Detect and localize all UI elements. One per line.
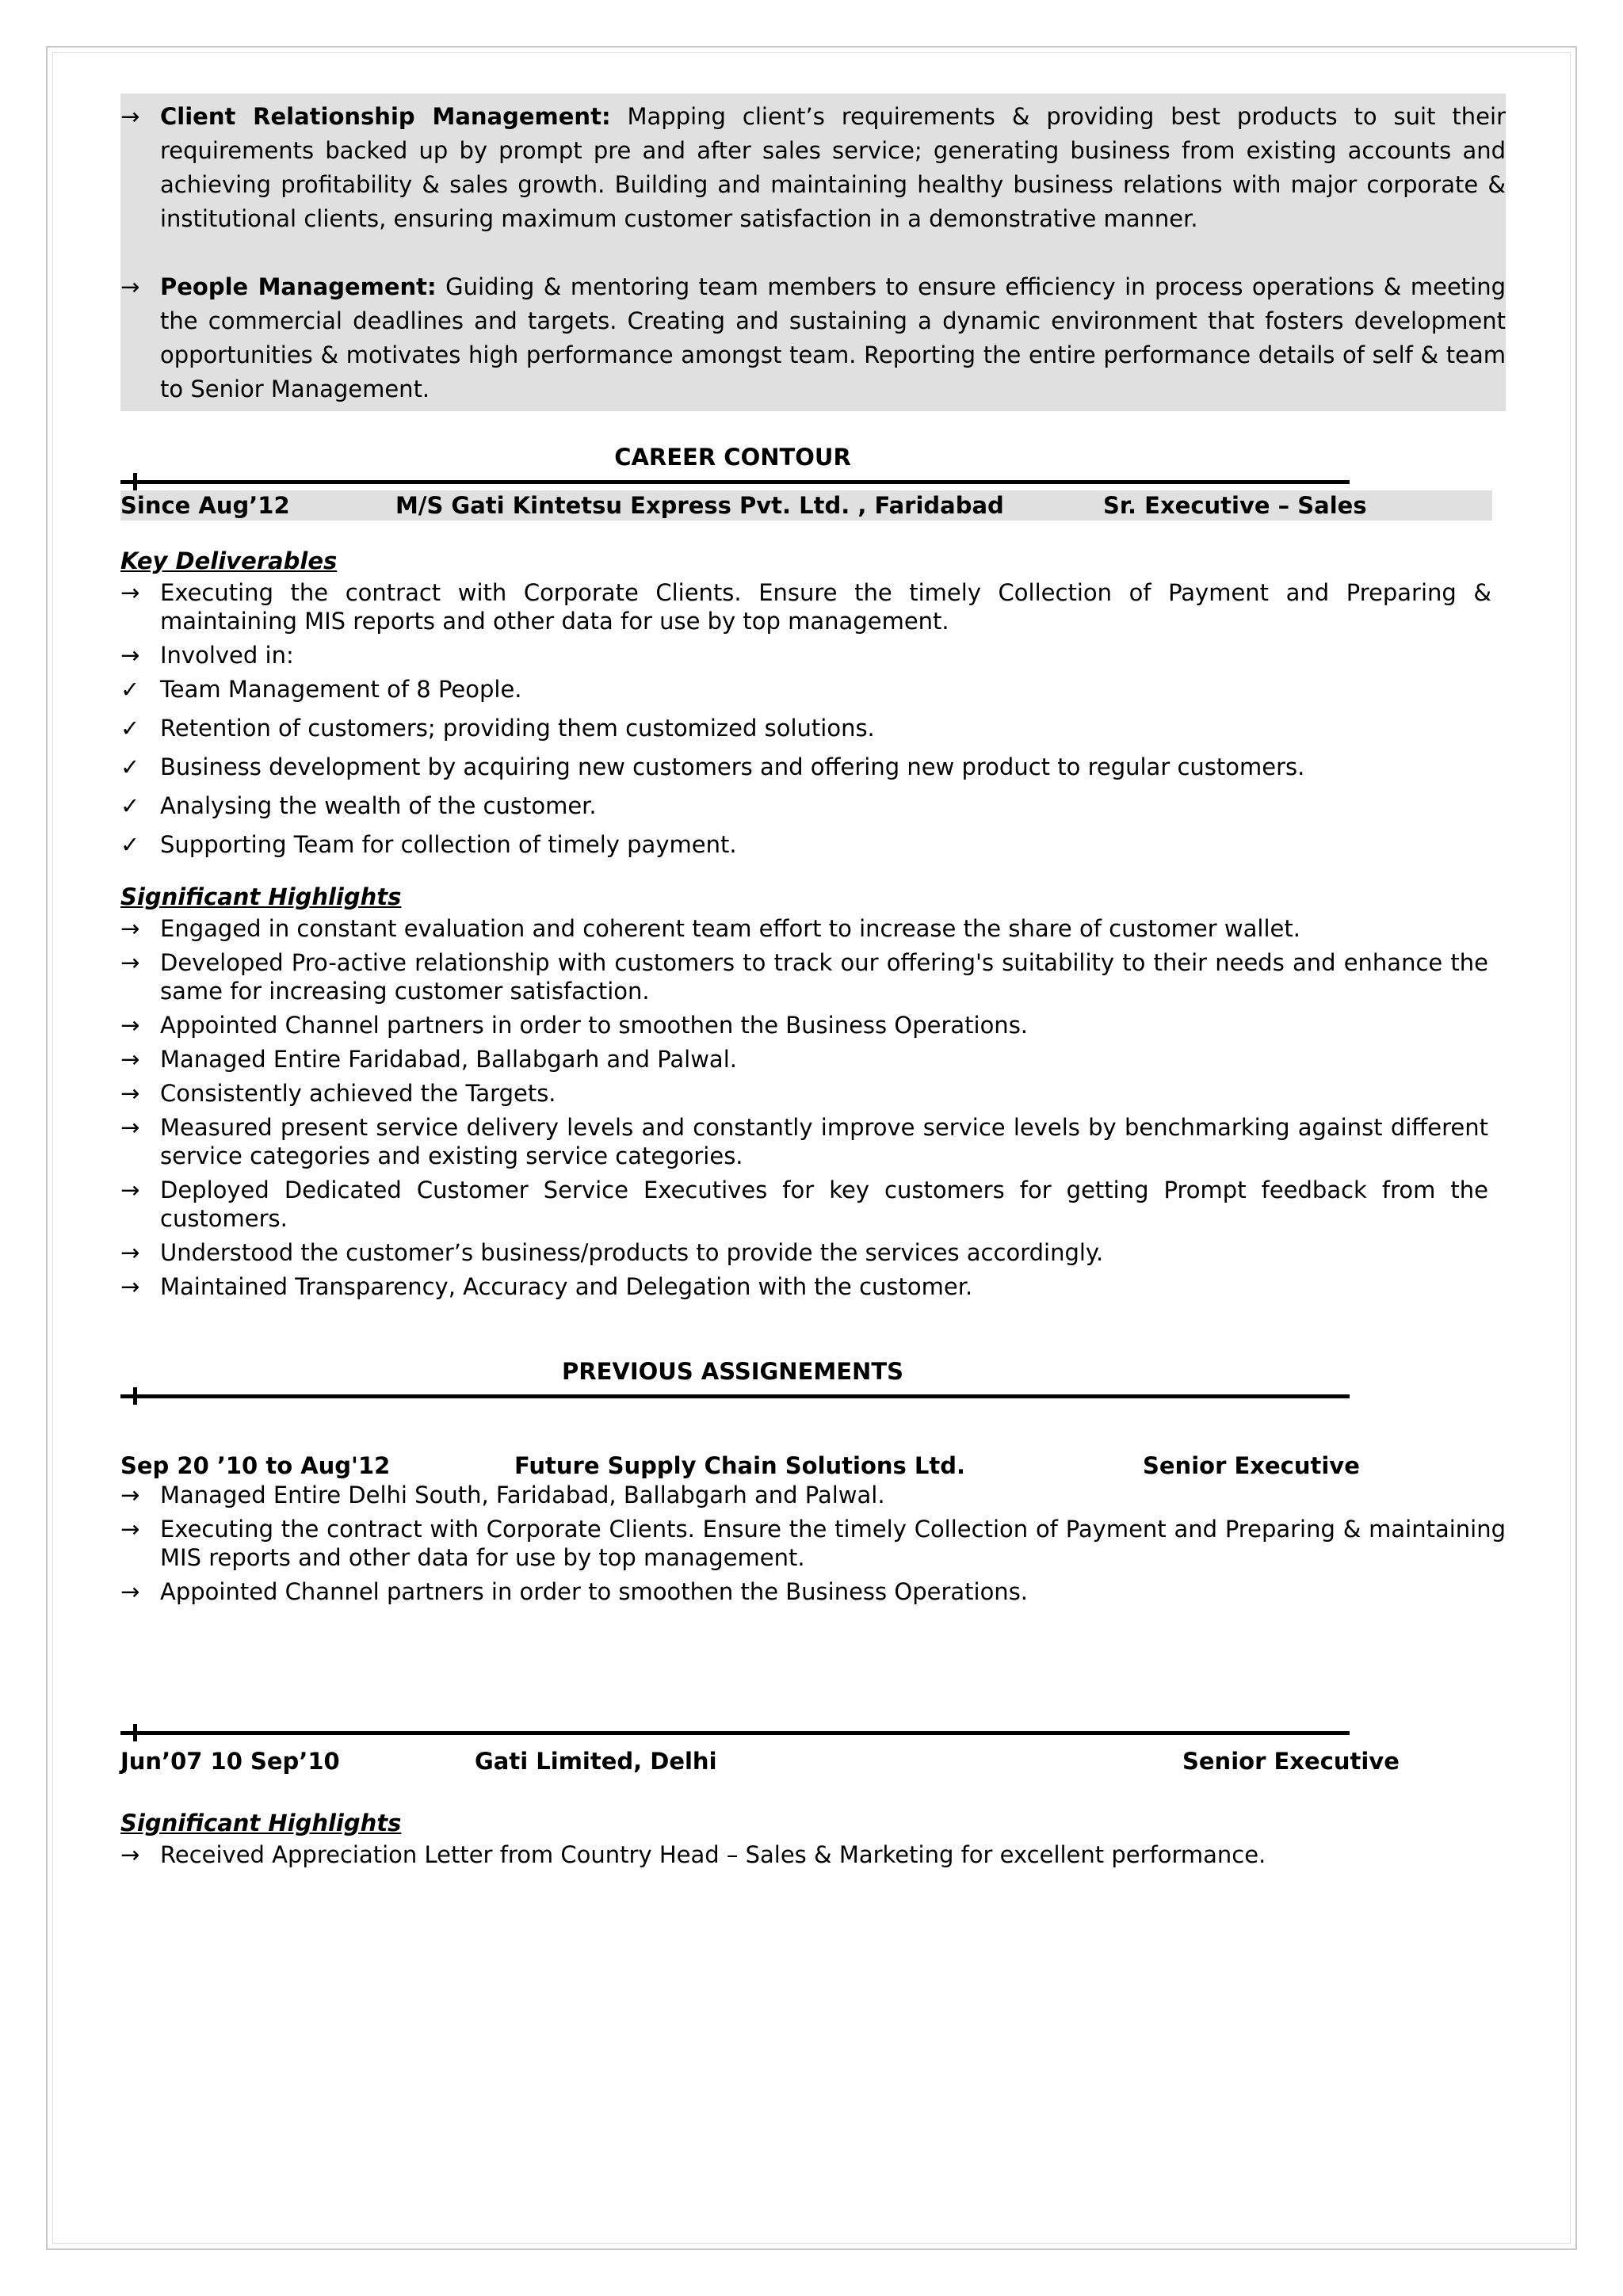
list-item-text: Managed Entire Delhi South, Faridabad, Ballabgarh and Palwal. <box>160 1482 885 1508</box>
list-item <box>120 578 1491 635</box>
check-icon: ✓ <box>120 753 140 780</box>
list-item-text: Supporting Team for collection of timely payment. <box>160 831 737 858</box>
list-item-text: Understood the customer’s business/products to provide the services accordingly. <box>160 1239 1104 1266</box>
list-item <box>120 714 1506 742</box>
arrow-right-icon: → <box>120 1080 140 1107</box>
job-header-future <box>120 1451 1506 1481</box>
list-item <box>120 1272 1488 1301</box>
list-item <box>120 1481 1506 1509</box>
future-supply-list <box>120 1481 1506 1606</box>
arrow-right-icon: → <box>120 1482 140 1508</box>
arrow-right-icon: → <box>120 1177 140 1203</box>
list-item <box>120 1577 1506 1606</box>
list-item <box>120 1079 1488 1108</box>
job-period: Sep 20 ’10 to Aug'12 <box>120 1452 391 1479</box>
check-icon: ✓ <box>120 831 140 858</box>
list-item-text: Managed Entire Faridabad, Ballabgarh and Palwal. <box>160 1046 737 1073</box>
list-item-text: Appointed Channel partners in order to smoothen the Business Operations. <box>160 1578 1029 1605</box>
section-rule <box>120 1387 1350 1405</box>
section-rule <box>120 473 1350 490</box>
gati-highlights-list <box>120 1840 1506 1869</box>
key-deliverables-list <box>120 578 1491 669</box>
key-deliverables-heading: Key Deliverables <box>120 547 338 574</box>
list-item <box>120 753 1506 781</box>
list-item <box>120 270 1506 406</box>
list-item-text: Received Appreciation Letter from Country Head – Sales & Marketing for excellent performance. <box>160 1841 1266 1868</box>
list-item-text: Maintained Transparency, Accuracy and Delegation with the customer. <box>160 1273 973 1300</box>
arrow-right-icon: → <box>120 1114 140 1141</box>
arrow-right-icon: → <box>120 103 140 130</box>
job-header-current <box>120 490 1492 521</box>
list-item-text: Executing the contract with Corporate Clients. Ensure the timely Collection of Payment and Preparing & maintaining MIS reports and other data for use by top management. <box>160 1516 1506 1571</box>
list-item <box>120 1176 1488 1233</box>
list-item-text <box>160 270 1506 406</box>
list-item <box>120 948 1488 1005</box>
job-company: M/S Gati Kintetsu Express Pvt. Ltd. , Faridabad <box>395 492 1004 519</box>
job-company: Future Supply Chain Solutions Ltd. <box>514 1452 965 1479</box>
list-item-text: Retention of customers; providing them customized solutions. <box>160 715 875 742</box>
section-title-previous: PREVIOUS ASSIGNEMENTS <box>561 1358 903 1385</box>
arrow-right-icon: → <box>120 273 140 300</box>
section-rule <box>120 1724 1350 1741</box>
arrow-right-icon: → <box>120 949 140 976</box>
list-item-text: Measured present service delivery levels and constantly improve service levels by benchmarking against different service categories and existing service categories. <box>160 1114 1488 1169</box>
list-item <box>120 1840 1506 1869</box>
arrow-right-icon: → <box>120 1012 140 1039</box>
check-icon: ✓ <box>120 792 140 819</box>
section-title-career: CAREER CONTOUR <box>614 444 851 471</box>
list-item <box>120 830 1506 859</box>
list-item-text: Team Management of 8 People. <box>160 676 522 703</box>
significant-highlights-heading: Significant Highlights <box>120 883 402 910</box>
list-item <box>120 675 1506 704</box>
list-item <box>120 1113 1488 1170</box>
item-title: Client Relationship Management: <box>160 103 611 130</box>
job-role: Senior Executive <box>1182 1748 1400 1775</box>
arrow-right-icon: → <box>120 1516 140 1543</box>
significant-highlights-heading: Significant Highlights <box>120 1810 402 1836</box>
list-item <box>120 1011 1488 1039</box>
check-icon: ✓ <box>120 676 140 703</box>
list-item-text: Consistently achieved the Targets. <box>160 1080 556 1107</box>
list-item-text: Executing the contract with Corporate Clients. Ensure the timely Collection of Payment and Preparing & maintaining MIS reports and other data for use by top management. <box>160 579 1491 635</box>
list-item <box>120 641 1491 669</box>
check-icon: ✓ <box>120 715 140 742</box>
item-body: Mapping client’s requirements & providing best products to suit their requirements backed up by prompt pre and after sales service; generating business from existing accounts and achieving profitability & sales growth. Building and maintaining healthy business relations with major corporate & institutional clients, ensuring maximum customer satisfaction in a demonstrative manner. <box>160 103 1506 232</box>
arrow-right-icon: → <box>120 1841 140 1868</box>
list-item-text: Developed Pro-active relationship with customers to track our offering's suitability to their needs and enhance the same for increasing customer satisfaction. <box>160 949 1488 1005</box>
list-item <box>120 1238 1488 1267</box>
list-item <box>120 100 1506 236</box>
item-title: People Management: <box>160 273 437 300</box>
job-period: Since Aug’12 <box>120 492 290 519</box>
job-role: Senior Executive <box>1143 1452 1360 1479</box>
list-item <box>120 1045 1488 1074</box>
job-period: Jun’07 10 Sep’10 <box>120 1748 340 1775</box>
list-item-text: Deployed Dedicated Customer Service Executives for key customers for getting Prompt feedback from the customers. <box>160 1177 1488 1232</box>
list-item <box>120 791 1506 820</box>
list-item <box>120 914 1488 943</box>
arrow-right-icon: → <box>120 1239 140 1266</box>
involved-in-list <box>120 675 1506 859</box>
arrow-right-icon: → <box>120 915 140 942</box>
competency-block <box>120 93 1506 411</box>
list-item-text: Business development by acquiring new customers and offering new product to regular customers. <box>160 753 1305 780</box>
list-item-text: Appointed Channel partners in order to smoothen the Business Operations. <box>160 1012 1029 1039</box>
list-item-text: Analysing the wealth of the customer. <box>160 792 597 819</box>
job-company: Gati Limited, Delhi <box>475 1748 717 1775</box>
arrow-right-icon: → <box>120 1046 140 1073</box>
arrow-right-icon: → <box>120 1273 140 1300</box>
list-item-text: Engaged in constant evaluation and coherent team effort to increase the share of customer wallet. <box>160 915 1300 942</box>
arrow-right-icon: → <box>120 1578 140 1605</box>
item-body: Guiding & mentoring team members to ensure efficiency in process operations & meeting the commercial deadlines and targets. Creating and sustaining a dynamic environment that fosters development opportunities & motivates high performance amongst team. Reporting the entire performance details of self & team to Senior Management. <box>160 273 1507 402</box>
arrow-right-icon: → <box>120 579 140 606</box>
job-header-gati <box>120 1746 1506 1776</box>
list-item <box>120 1515 1506 1572</box>
highlights-list <box>120 914 1488 1301</box>
job-role: Sr. Executive – Sales <box>1103 492 1367 519</box>
list-item-text <box>160 100 1506 236</box>
resume-page <box>120 93 1506 1875</box>
arrow-right-icon: → <box>120 642 140 669</box>
list-item-text: Involved in: <box>160 642 294 669</box>
